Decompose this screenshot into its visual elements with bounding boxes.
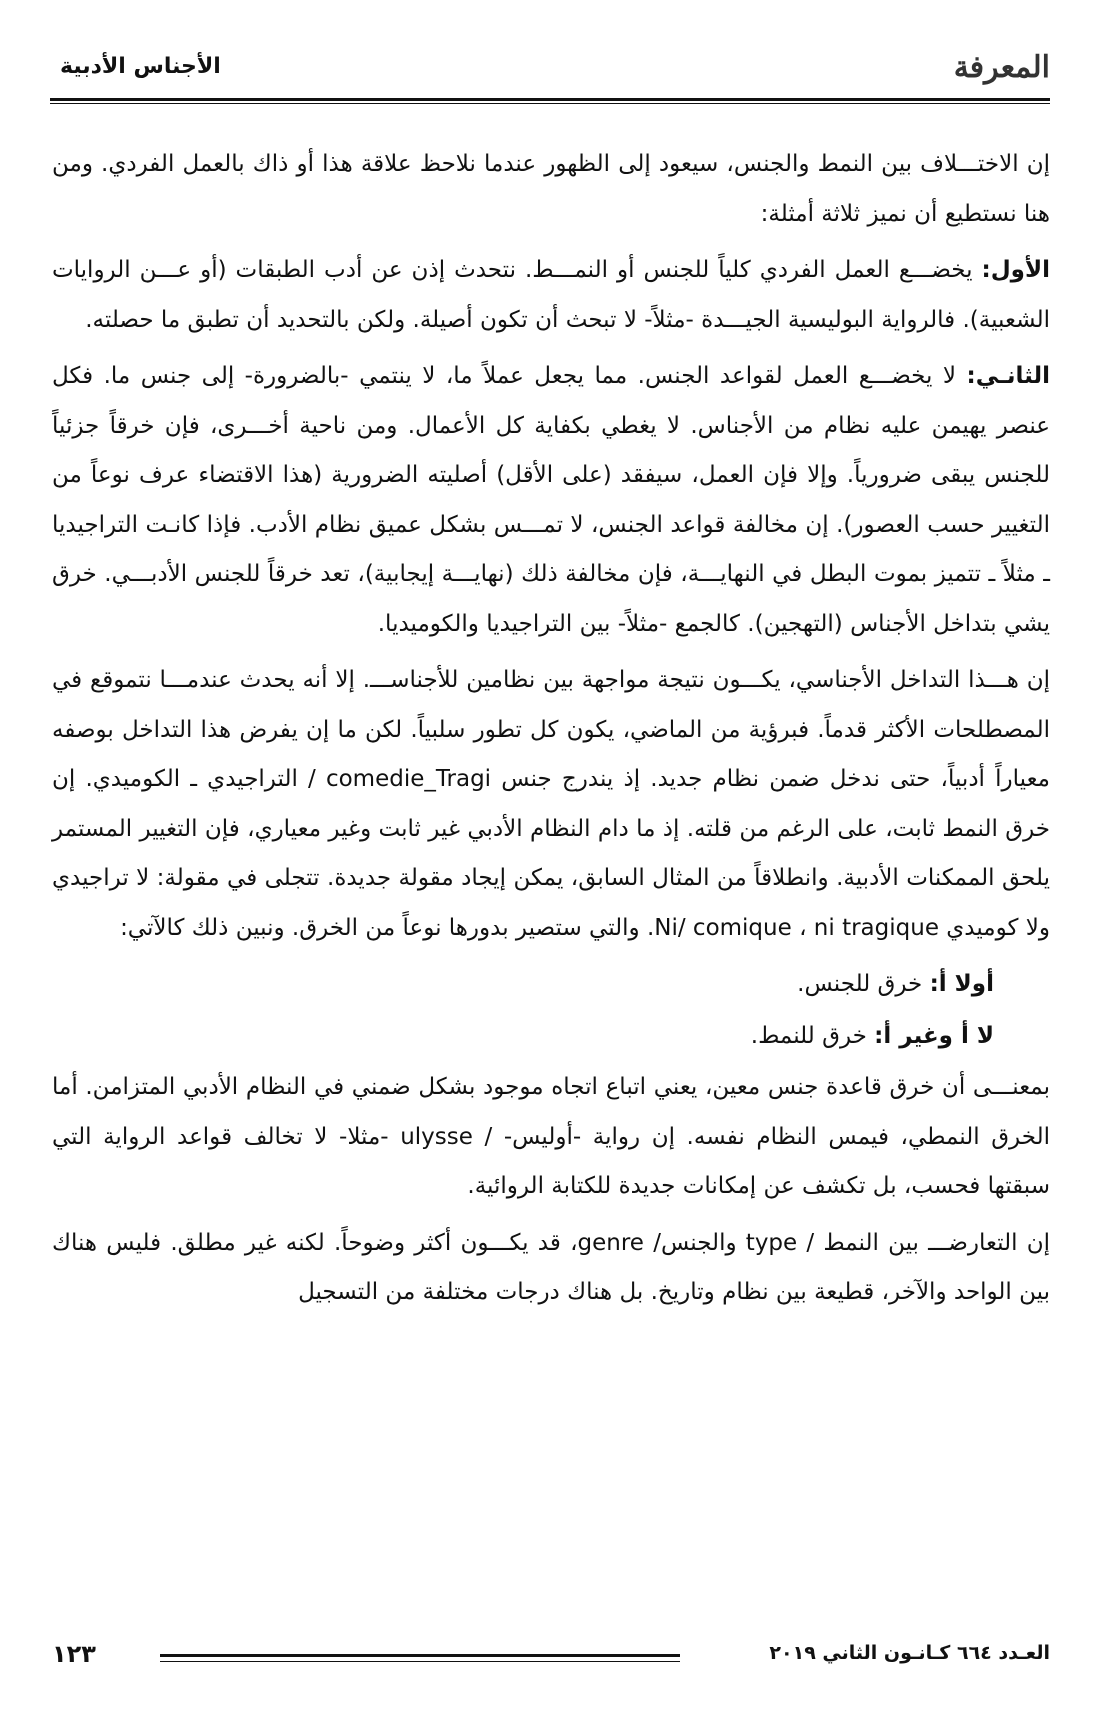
paragraph — [52, 352, 1050, 649]
page-number: ١٢٣ — [52, 1640, 96, 1668]
paragraph-label: الأول: — [981, 257, 1050, 283]
paragraph-text: يخضـــع العمل الفردي كلياً للجنس أو النمـــط. نتحدث إذن عن أدب الطبقات (أو عـــن الروايات الشعبية). فالرواية البوليسية الجيـــدة -مثلاً- لا تبحث أن تكون أصيلة. ولكن بالتحديد أن تطبق ما حصلته. — [52, 257, 1050, 333]
list-item-text: خرق للجنس. — [797, 971, 923, 997]
article-body — [52, 140, 1050, 1325]
paragraph-text: إن التعارضـــ بين النمط / type والجنس/ genre، قد يكـــون أكثر وضوحاً. لكنه غير مطلق. فليس هناك بين الواحد والآخر، قطيعة بين نظام وتاريخ. بل هناك درجات مختلفة من التسجيل — [52, 1229, 1050, 1305]
section-title: الأجناس الأدبية — [60, 54, 221, 79]
paragraph — [52, 246, 1050, 345]
list-item-label: أولا أ: — [929, 971, 994, 997]
paragraph-text: إن هـــذا التداخل الأجناسي، يكـــون نتيجة مواجهة بين نظامين للأجناســـ. إلا أنه يحدث عندمـــا نتموقع في المصطلحات الأكثر قدماً. فبرؤية من الماضي، يكون كل تطور سلبياً. لكن ما إن يفرض هذا التداخل بوصفه معياراً أدبياً، حتى ندخل ضمن نظام جديد. إذ يندرج جنس comedie_Tragi / التراجيدي ـ الكوميدي. إن خرق النمط ثابت، على الرغم من قلته. إذ ما دام النظام الأدبي غير ثابت وغير معياري، فإن التغيير المستمر يلحق الممكنات الأدبية. وانطلاقاً من المثال السابق، يمكن إيجاد مقولة جديدة. تتجلى في مقولة: لا تراجيدي ولا كوميدي Ni/ comique ، ni tragique. والتي ستصير بدورها نوعاً من الخرق. ونبين ذلك كالآتي: — [52, 667, 1050, 941]
list-item — [52, 960, 1050, 1010]
list-item-text: خرق للنمط. — [750, 1022, 867, 1049]
issue-info: العـدد ٦٦٤ كـانـون الثاني ٢٠١٩ — [769, 1642, 1050, 1664]
paragraph-label: الثانـي: — [966, 363, 1051, 389]
paragraph — [52, 1219, 1050, 1318]
page-header — [50, 44, 1050, 100]
footer-divider — [160, 1654, 680, 1662]
paragraph — [52, 140, 1050, 239]
paragraph-text: لا يخضـــع العمل لقواعد الجنس. مما يجعل عملاً ما، لا ينتمي -بالضرورة- إلى جنس ما. فكل عنصر يهيمن عليه نظام من الأجناس. لا يغطي بكفاية كل الأعمال. ومن ناحية أخـــرى، فإن خرقاً جزئياً للجنس يبقى ضرورياً. وإلا فإن العمل، سيفقد (على الأقل) أصليته الضرورية (هذا الاقتضاء عرف نوعاً من التغيير حسب العصور). إن مخالفة قواعد الجنس، لا تمـــس بشكل عميق نظام الأدب. فإذا كانـت التراجيديا ـ مثلاً ـ تتميز بموت البطل في النهايـــة، فإن مخالفة ذلك (نهايـــة إيجابية)، تعد خرقاً للجنس الأدبـــي. خرق يشي بتداخل الأجناس (التهجين). كالجمع -مثلاً- بين التراجيديا والكوميديا. — [52, 363, 1050, 637]
journal-logo: المعرفة — [953, 50, 1050, 85]
list-item — [52, 1012, 1050, 1062]
paragraph — [52, 656, 1050, 953]
paragraph — [52, 1063, 1050, 1212]
header-divider — [50, 98, 1050, 104]
list-item-label: لا أ وغير أ: — [874, 1022, 994, 1049]
paragraph-text: بمعنـــى أن خرق قاعدة جنس معين، يعني اتباع اتجاه موجود بشكل ضمني في النظام الأدبي المتزامن. أما الخرق النمطي، فيمس النظام نفسه. إن رواية -أوليس- / ulysse -مثلا- لا تخالف قواعد الرواية التي سبقتها فحسب، بل تكشف عن إمكانات جديدة للكتابة الروائية. — [52, 1074, 1050, 1199]
paragraph-text: إن الاختـــلاف بين النمط والجنس، سيعود إلى الظهور عندما نلاحظ علاقة هذا أو ذاك بالعمل الفردي. ومن هنا نستطيع أن نميز ثلاثة أمثلة: — [52, 151, 1050, 227]
page-footer — [50, 1640, 1050, 1680]
